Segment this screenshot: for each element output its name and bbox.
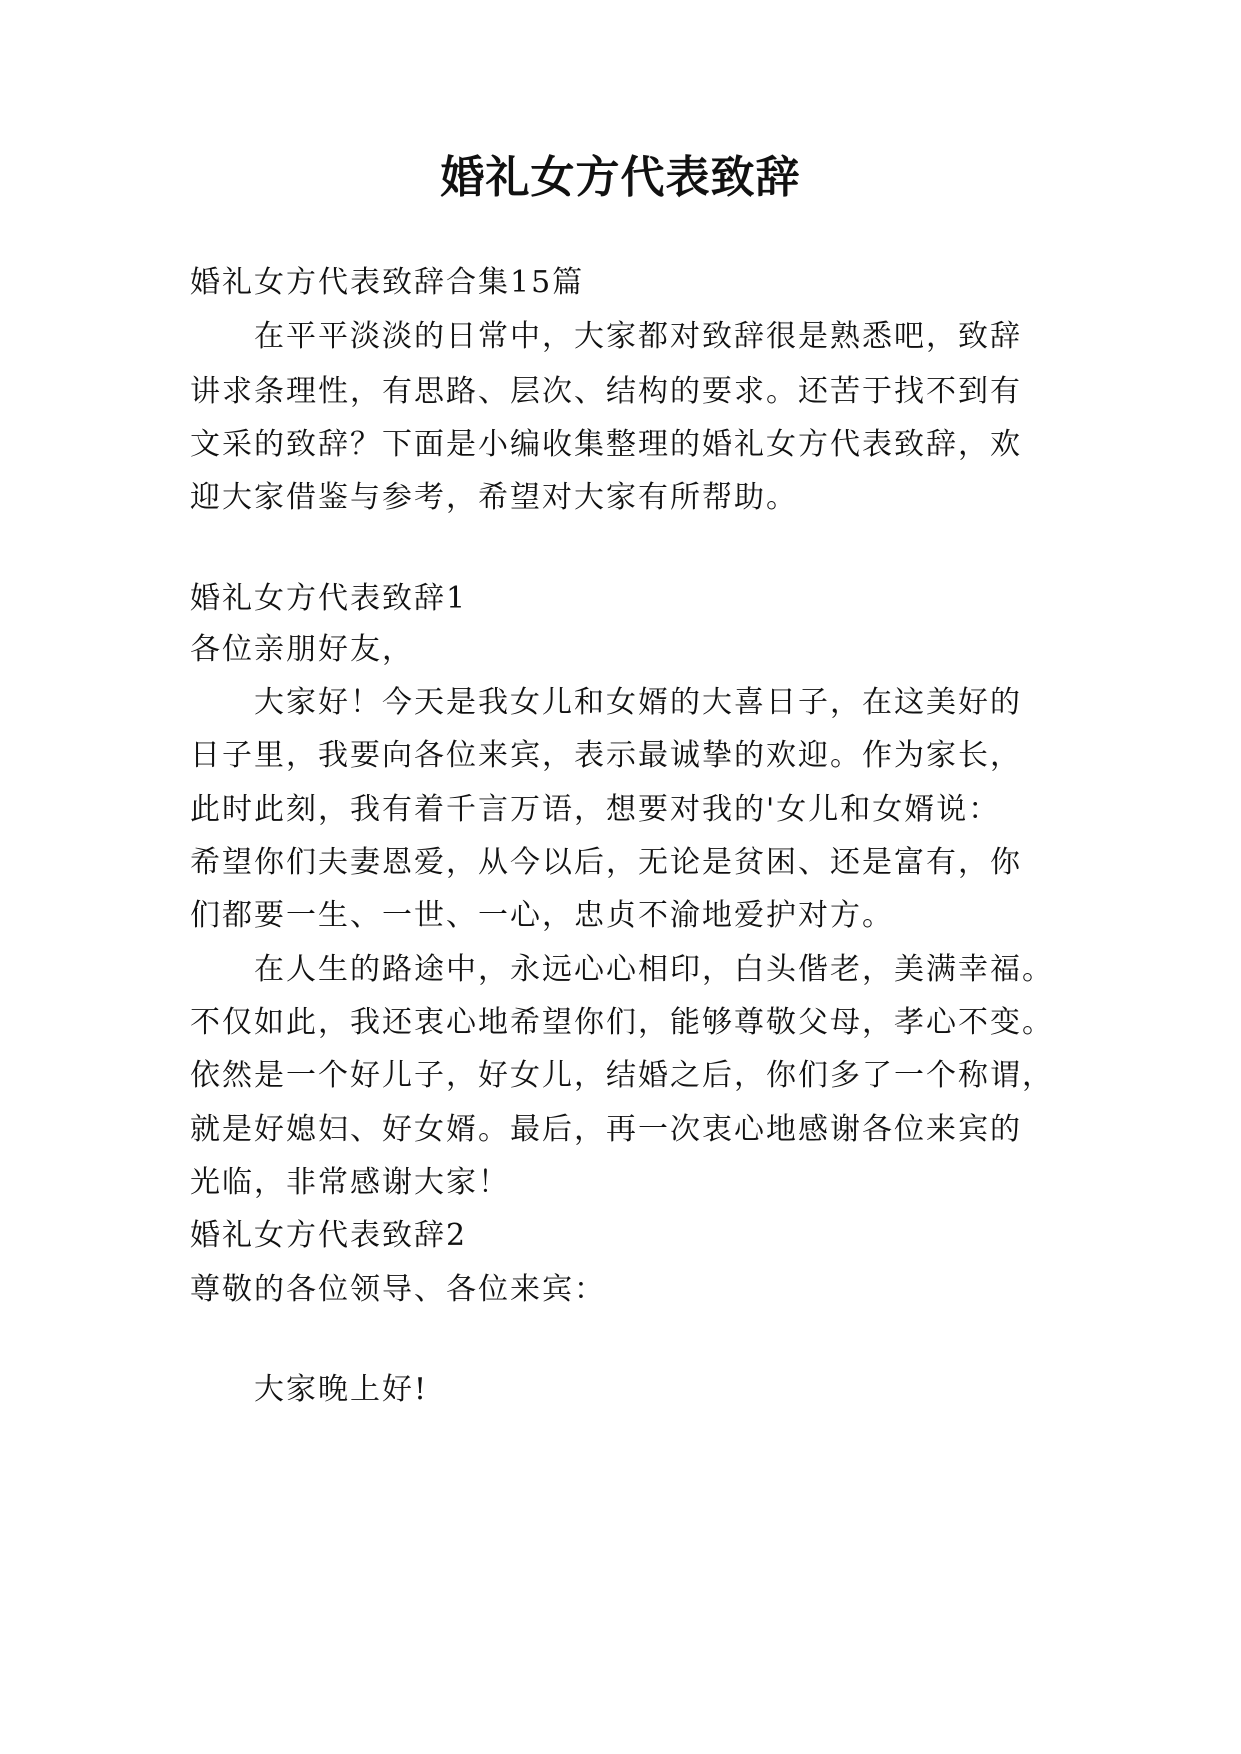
section-1-para-2-line-5: 光临，非常感谢大家！ [190,1165,510,1200]
section-1-para-1-line-4: 希望你们夫妻恩爱，从今以后，无论是贫困、还是富有，你 [190,845,1022,880]
section-1-para-1-line-2: 日子里，我要向各位来宾，表示最诚挚的欢迎。作为家长， [190,738,1022,773]
section-1-para-2-line-3: 依然是一个好儿子，好女儿，结婚之后，你们多了一个称谓， [190,1058,1054,1093]
section-1-para-1-line-5: 们都要一生、一世、一心，忠贞不渝地爱护对方。 [190,898,894,933]
intro-line-3: 文采的致辞？下面是小编收集整理的婚礼女方代表致辞，欢 [190,427,1022,462]
section-2-greeting: 大家晚上好! [254,1372,429,1407]
intro-line-2: 讲求条理性，有思路、层次、结构的要求。还苦于找不到有 [190,374,1022,409]
section-1-para-2-line-1: 在人生的路途中，永远心心相印，白头偕老，美满幸福。 [254,952,1054,987]
section-1-para-2-line-4: 就是好媳妇、好女婿。最后，再一次衷心地感谢各位来宾的 [190,1112,1022,1147]
section-2-salutation: 尊敬的各位领导、各位来宾： [190,1272,606,1307]
collection-heading: 婚礼女方代表致辞合集15篇 [190,265,585,300]
page-title: 婚礼女方代表致辞 [440,152,801,203]
intro-line-1: 在平平淡淡的日常中，大家都对致辞很是熟悉吧，致辞 [254,319,1022,354]
section-1-heading: 婚礼女方代表致辞1 [190,581,468,616]
section-1-para-2-line-2: 不仅如此，我还衷心地希望你们，能够尊敬父母，孝心不变。 [190,1005,1054,1040]
section-1-salutation: 各位亲朋好友， [190,632,414,667]
section-2-heading: 婚礼女方代表致辞2 [190,1218,468,1253]
section-1-para-1-line-1: 大家好！今天是我女儿和女婿的大喜日子，在这美好的 [254,685,1022,720]
section-1-para-1-line-3: 此时此刻，我有着千言万语，想要对我的'女儿和女婿说： [190,792,1001,827]
intro-line-4: 迎大家借鉴与参考，希望对大家有所帮助。 [190,480,798,515]
